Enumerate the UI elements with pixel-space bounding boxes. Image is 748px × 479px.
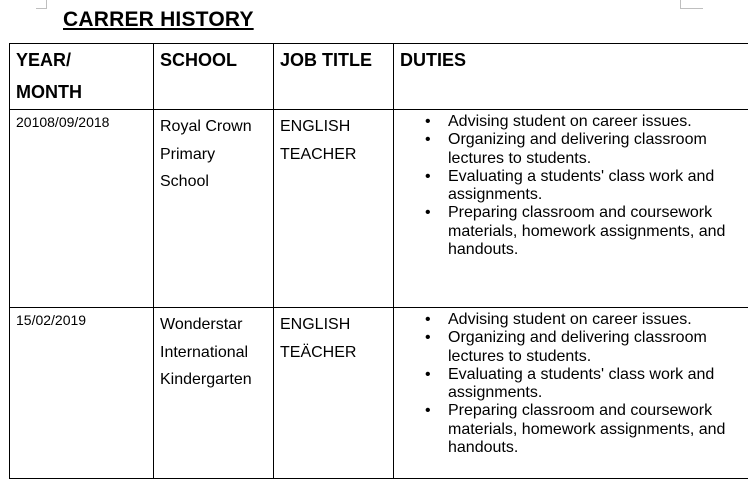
job-title-line: ENGLISH	[274, 308, 393, 339]
school-name-line: Kindergarten	[154, 366, 273, 394]
job-title-cell	[274, 308, 394, 479]
page-corner-mark-left	[36, 0, 47, 9]
header-cell-year-month	[10, 44, 154, 110]
school-name-line: Primary	[154, 141, 273, 169]
table-header-row	[10, 44, 748, 110]
duty-item: • Advising student on career issues.	[448, 113, 742, 131]
date-value: 20108/09/2018	[10, 110, 153, 130]
job-title-line: TEACHER	[274, 141, 393, 169]
header-cell-school	[154, 44, 274, 110]
date-cell	[10, 308, 154, 479]
header-cell-duties	[394, 44, 748, 110]
duties-list	[394, 311, 748, 457]
header-job-title: JOB TITLE	[274, 44, 393, 76]
job-title-line: ENGLISH	[274, 110, 393, 141]
section-title: CARRER HISTORY	[63, 8, 254, 32]
header-month: MONTH	[10, 76, 153, 108]
duty-item: • Organizing and delivering classroom lectures to students.	[448, 329, 742, 366]
duty-item: • Preparing classroom and coursework materials, homework assignments, and handouts.	[448, 204, 742, 259]
duties-cell	[394, 110, 748, 308]
header-cell-job-title	[274, 44, 394, 110]
duties-cell	[394, 308, 748, 479]
duties-list	[394, 113, 748, 259]
table-row	[10, 110, 748, 308]
duty-item: • Evaluating a students' class work and assignments.	[448, 366, 742, 403]
school-cell	[154, 110, 274, 308]
header-year: YEAR/	[10, 44, 153, 76]
page-corner-mark-right	[680, 0, 703, 9]
header-duties: DUTIES	[394, 44, 748, 76]
school-name-line: Royal Crown	[154, 110, 273, 141]
school-name-line: International	[154, 339, 273, 367]
date-value: 15/02/2019	[10, 308, 153, 328]
job-title-cell	[274, 110, 394, 308]
duty-item: • Organizing and delivering classroom lectures to students.	[448, 131, 742, 168]
duty-item: • Evaluating a students' class work and assignments.	[448, 168, 742, 205]
table-row	[10, 308, 748, 479]
duty-item: • Advising student on career issues.	[448, 311, 742, 329]
header-school: SCHOOL	[154, 44, 273, 76]
school-name-line: School	[154, 168, 273, 196]
career-history-table	[9, 43, 748, 479]
job-title-line: TEÄCHER	[274, 339, 393, 367]
date-cell	[10, 110, 154, 308]
duty-item: • Preparing classroom and coursework materials, homework assignments, and handouts.	[448, 402, 742, 457]
school-cell	[154, 308, 274, 479]
school-name-line: Wonderstar	[154, 308, 273, 339]
